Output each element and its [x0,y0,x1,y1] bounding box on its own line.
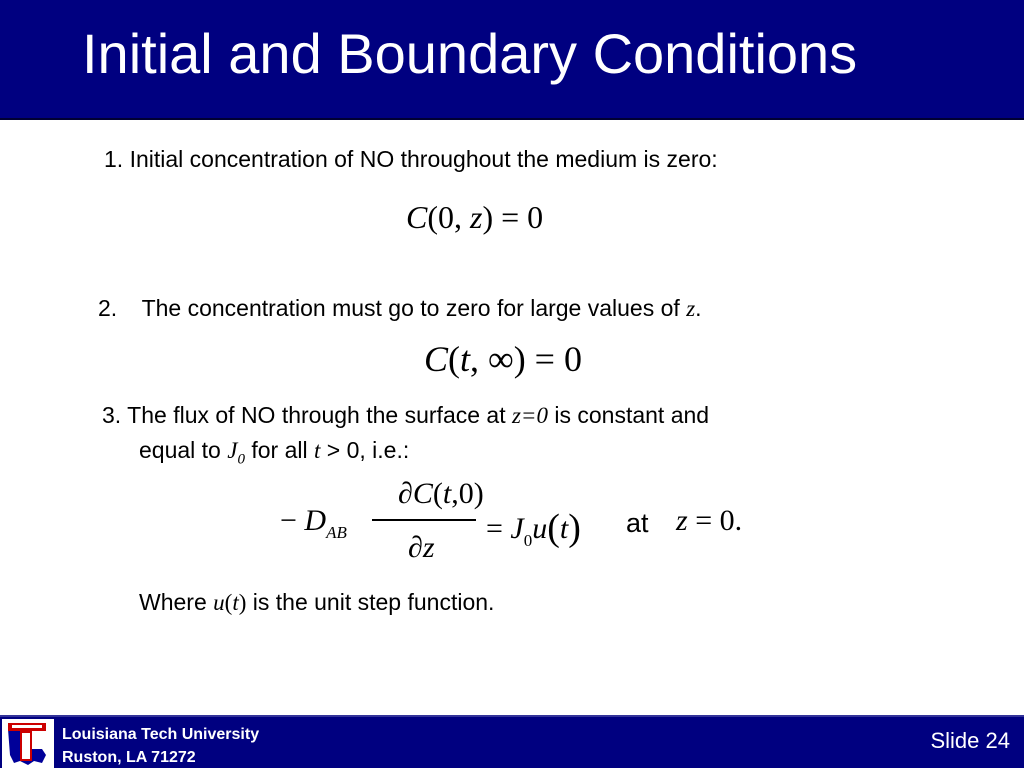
slide-title: Initial and Boundary Conditions [82,22,858,85]
eq2-rhs: , ∞) = 0 [470,339,582,379]
eq3-D: D [304,504,327,537]
eq3-den-z: z [422,531,435,564]
eq3-cond-z: z [676,504,688,537]
eq1-args: (0, [427,199,470,235]
condition-3-line-2 [139,436,409,474]
condition-3-line-1 [102,401,709,430]
university-logo [2,719,54,768]
condition-3-var-J-sub: 0 [237,451,245,468]
condition-2-variable: z [686,296,696,321]
where-text-a: Where [139,589,207,615]
eq3-u-t: t [559,512,569,545]
eq1-rhs: ) = 0 [482,199,544,235]
footer-bar [0,715,1024,768]
eq3-den-partial: ∂ [408,531,423,564]
eq3-u-close: ) [568,507,581,549]
eq2-t: t [460,339,471,379]
eq3-J-sub: 0 [523,531,533,550]
eq3-cond-rest: = 0. [695,504,743,537]
eq3-D-sub: AB [326,523,347,542]
footer-university-name: Louisiana Tech University [62,726,260,743]
eq3-equals: = [486,512,503,545]
condition-3-text-e: > 0, i.e.: [326,437,410,463]
eq3-num-partial: ∂ [398,477,413,510]
condition-1 [104,145,718,173]
condition-3-text-b: is constant and [554,402,710,428]
condition-3-var-J: J [227,438,238,463]
eq3-u: u [532,512,548,545]
eq3-J: J [510,512,524,545]
equation-far-field-condition [424,338,582,380]
louisiana-tech-logo-icon [2,719,54,768]
slide-number: Slide 24 [930,728,1010,753]
where-note [139,588,494,617]
condition-2-text: The concentration must go to zero for large values of [141,295,680,321]
where-func-close: ) [238,590,247,615]
condition-2-number: 2. [98,295,118,321]
eq3-num-C: C [412,477,433,510]
eq3-num-t: t [442,477,452,510]
eq1-z: z [470,199,483,235]
eq3-numerator [398,477,484,511]
condition-2 [98,294,702,323]
eq3-minus: − [280,504,297,537]
eq3-num-close: ,0) [451,477,484,510]
eq3-num-open: ( [432,477,443,510]
eq2-open: ( [448,339,461,379]
eq3-u-open: ( [547,507,560,549]
where-text-b: is the unit step function. [252,589,495,615]
where-func-t: t [232,590,239,615]
eq3-denominator [408,531,435,565]
footer-university-location: Ruston, LA 71272 [62,749,196,766]
title-bar [0,0,1024,120]
eq2-C: C [424,339,449,379]
fraction-bar [372,519,476,521]
where-func-open: ( [224,590,233,615]
condition-1-text: Initial concentration of NO throughout the medium is zero: [129,146,718,172]
equation-initial-condition [406,199,543,236]
condition-3-number: 3. [102,402,122,428]
eq3-rhs [486,504,581,548]
condition-3-var-z: z=0 [511,403,548,428]
condition-1-number: 1. [104,146,124,172]
condition-3-var-t: t [314,438,321,463]
condition-3-text-a: The flux of NO through the surface at [127,402,506,428]
condition-3-text-d: for all [251,437,308,463]
condition-3-text-c: equal to [139,437,221,463]
eq3-at-label: at [626,508,649,538]
eq3-condition [676,504,742,538]
eq1-C: C [406,199,428,235]
condition-2-period: . [695,295,702,321]
eq3-lhs-coefficient [280,504,347,542]
where-func-u: u [213,590,225,615]
